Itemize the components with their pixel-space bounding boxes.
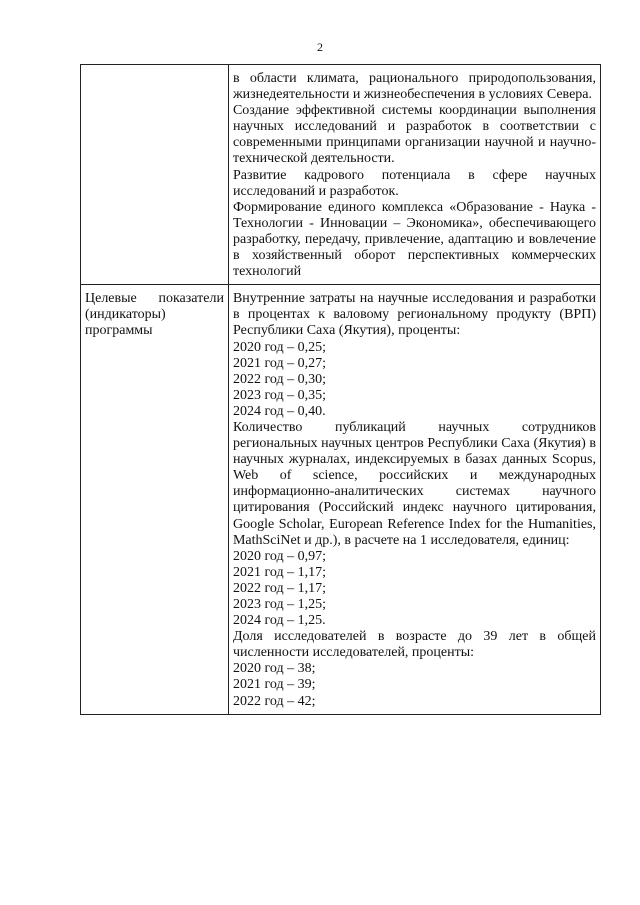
table-paragraph: 2021 год – 1,17; [232,564,326,580]
table-paragraph: 2021 год – 0,27; [232,355,326,371]
table-row [81,285,601,714]
table-paragraph: Развитие кадрового потенциала в сфере научных исследований и разработок. [232,167,596,199]
table-paragraph: в области климата, рационального природопользования, жизнедеятельности и жизнеобеспечения в условиях Севера. [232,71,596,103]
table-paragraph: 2020 год – 38; [232,661,316,677]
table-paragraph: 2022 год – 0,30; [232,371,326,387]
table-paragraph: 2023 год – 1,25; [232,597,326,612]
page-number: 2 [317,40,323,54]
table-paragraph: 2022 год – 42; [232,693,316,709]
table-cell-label [81,65,229,285]
table-paragraph: 2024 год – 0,40. [232,403,326,419]
table-row [81,65,601,285]
table-paragraph: 2020 год – 0,97; [232,548,326,564]
table-paragraph: 2023 год – 0,35; [232,387,326,403]
table-cell-content [228,65,600,285]
program-passport-table [80,64,601,715]
table-paragraph: Формирование единого комплекса «Образование - Наука - Технологии - Инновации – Экономика», обеспечивающего разработку, передачу, привлечение, адаптацию и вовлечение в хозяйственный оборот перспективных коммерческих технологий [232,199,596,280]
table-paragraph: 2020 год – 0,25; [232,339,326,355]
table-cell-content [228,285,600,714]
table-paragraph: 2024 год – 1,25. [232,613,326,629]
table-paragraph: 2022 год – 1,17; [232,580,326,596]
table-paragraph: Создание эффективной системы координации выполнения научных исследований и разработок в соответствии с современными принципами организации научной и научно-технической деятельности. [232,103,596,167]
row-label: Целевые показатели (индикаторы) программы [85,291,224,339]
table-paragraph: Доля исследователей в возрасте до 39 лет в общей численности исследователей, проценты: [232,629,596,661]
table-paragraph: Количество публикаций научных сотрудников региональных научных центров Республики Саха (Якутия) в научных журналах, индексируемых в базах данных Scopus, Web of science, российских и международных информационно-аналитических системах научного цитирования (Российский индекс научного цитирования, Google Scholar, European Reference Index for the Humanities, MathSciNet и др.), в расчете на 1 исследователя, единиц: [232,419,596,548]
table-paragraph: Внутренние затраты на научные исследования и разработки в процентах к валовому региональному продукту (ВРП) Республики Саха (Якутия), проценты: [232,291,596,339]
table-cell-label [81,285,229,714]
table-paragraph: 2021 год – 39; [232,677,316,693]
